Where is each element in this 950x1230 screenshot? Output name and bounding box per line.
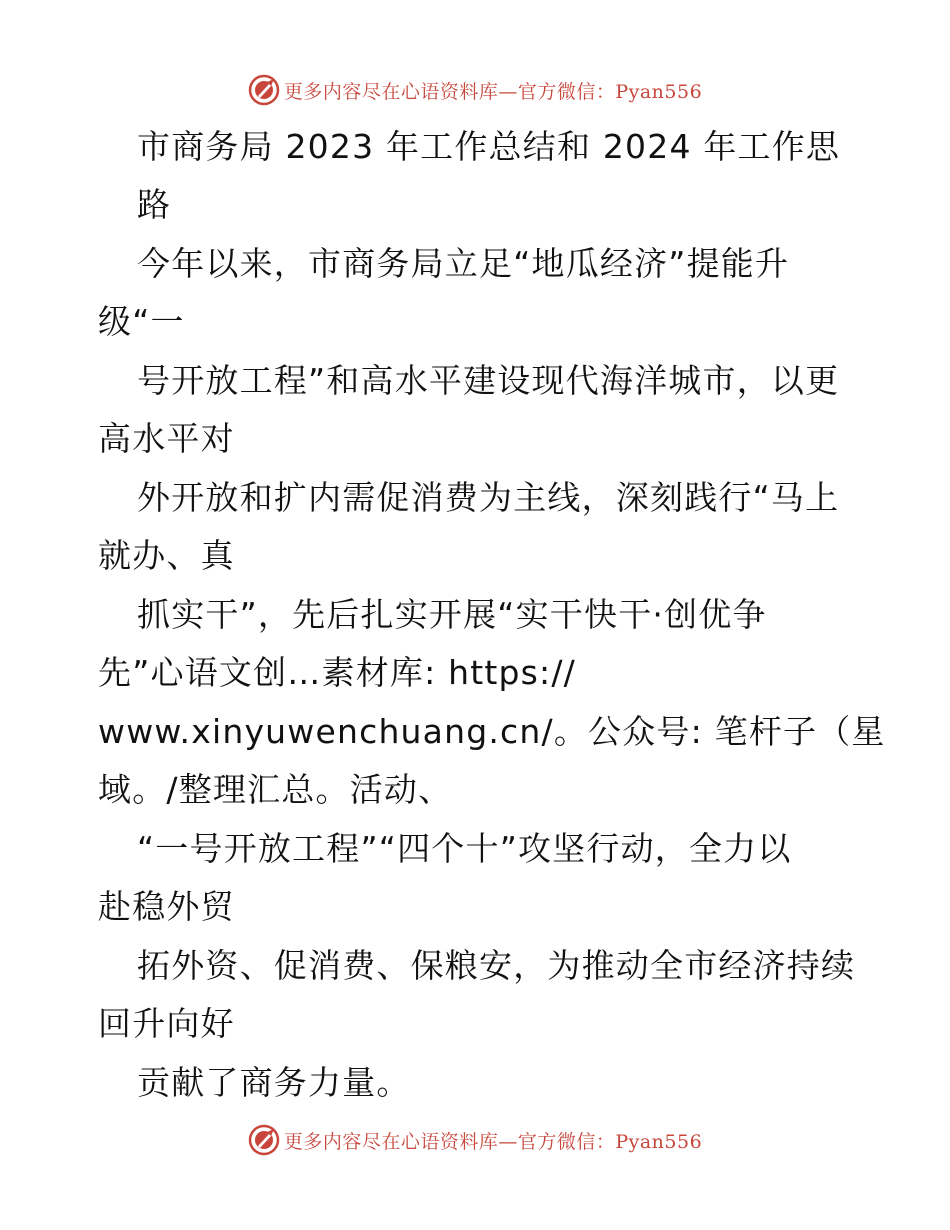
doc-text-line: 先”心语文创…素材库: https:// — [98, 653, 576, 692]
doc-text-line: “一号开放工程”“四个十”攻坚行动，全力以 — [137, 829, 792, 868]
doc-text-line: 号开放工程”和高水平建设现代海洋城市，以更 — [137, 361, 840, 400]
doc-text-line: 贡献了商务力量。 — [137, 1063, 411, 1102]
doc-title-line-1: 市商务局 2023 年工作总结和 2024 年工作思 — [137, 127, 841, 166]
footer-banner — [0, 1122, 950, 1158]
banner-text: 更多内容尽在心语资料库—官方微信：Pyan556 — [283, 80, 703, 103]
doc-text-line: 今年以来，市商务局立足“地瓜经济”提能升 — [137, 244, 790, 283]
doc-text-line: 赴稳外贸 — [98, 887, 235, 926]
doc-text-line: 回升向好 — [98, 1004, 235, 1043]
doc-text-line: 就办、真 — [98, 536, 235, 575]
doc-text-line: 级“一 — [98, 302, 185, 341]
header-banner — [0, 72, 950, 108]
doc-text-line: 抓实干”，先后扎实开展“实干快干·创优争 — [137, 595, 767, 634]
doc-title-line-2: 路 — [137, 185, 172, 224]
doc-text-line: www.xinyuwenchuang.cn/。公众号: 笔杆子（星 — [98, 712, 886, 751]
logo-icon — [248, 74, 280, 106]
banner-text: 更多内容尽在心语资料库—官方微信：Pyan556 — [283, 1130, 703, 1153]
logo-icon — [248, 1124, 280, 1156]
doc-text-line: 高水平对 — [98, 419, 235, 458]
doc-text-line: 拓外资、促消费、保粮安，为推动全市经济持续 — [137, 946, 856, 985]
doc-text-line: 外开放和扩内需促消费为主线，深刻践行“马上 — [137, 478, 840, 517]
doc-text-line: 域。/整理汇总。活动、 — [98, 770, 453, 809]
